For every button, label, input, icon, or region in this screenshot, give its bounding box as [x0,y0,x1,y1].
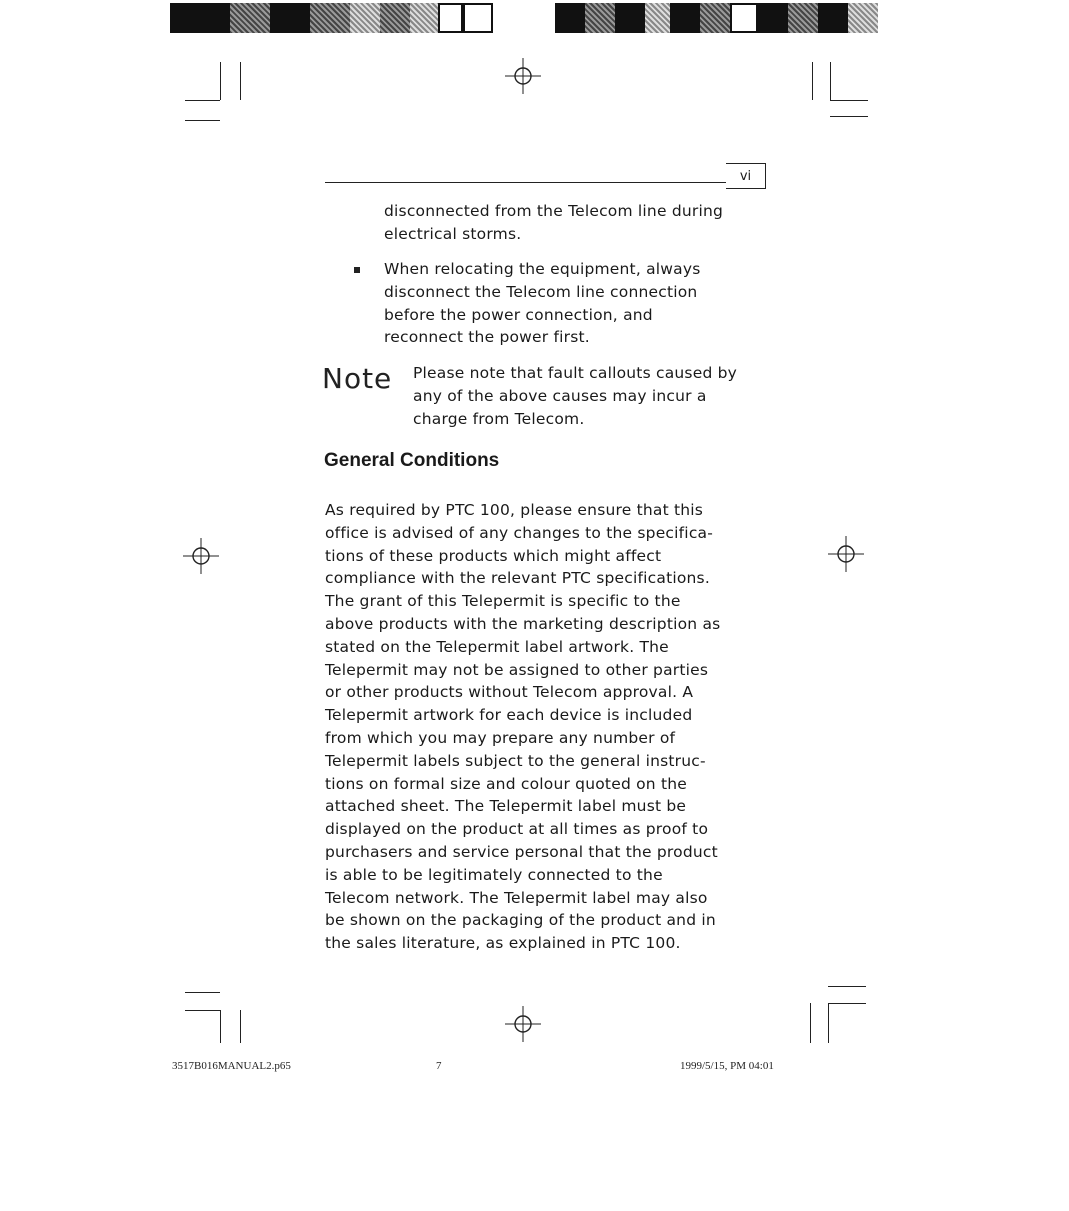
text-line: The grant of this Telepermit is specific to the [325,592,681,611]
footer-timestamp: 1999/5/15, PM 04:01 [680,1060,774,1072]
text-line: As required by PTC 100, please ensure that this [325,501,704,519]
text-line: is able to be legitimately connected to the [325,865,663,884]
text-line: any of the above causes may incur a [413,386,707,405]
footer-sheet-number: 7 [436,1060,442,1072]
text-line: from which you may prepare any number of [325,728,676,747]
text-line: attached sheet. The Telepermit label must be [325,797,687,816]
text-line: Telepermit labels subject to the general instruc- [325,751,706,770]
bullet-item [384,258,764,349]
text-line: stated on the Telepermit label artwork. The [325,637,669,656]
text-line: When relocating the equipment, always [384,260,701,278]
note-label: Note [322,362,393,395]
text-line: purchasers and service personal that the product [325,842,718,861]
text-line: reconnect the power first. [384,328,590,347]
note-text [413,362,773,430]
bullet-marker [354,267,360,273]
text-line: electrical storms. [384,224,522,243]
registration-crosshair-top [505,58,541,94]
section-heading: General Conditions [324,450,500,471]
page-number: vi [726,163,766,189]
text-line: office is advised of any changes to the specifica- [325,523,714,542]
general-conditions-paragraph [325,499,765,955]
registration-crosshair-left [183,538,219,574]
text-line: Telepermit artwork for each device is included [325,706,693,725]
text-line: disconnected from the Telecom line during [384,202,724,220]
registration-crosshair-right [828,536,864,572]
text-line: tions on formal size and colour quoted on the [325,774,687,793]
body-continuation [384,200,764,246]
registration-crosshair-bottom [505,1006,541,1042]
text-line: displayed on the product at all times as proof to [325,820,709,839]
header-rule [325,182,726,183]
text-line: the sales literature, as explained in PTC 100. [325,934,681,953]
text-line: Telecom network. The Telepermit label may also [325,888,708,907]
text-line: before the power connection, and [384,305,653,324]
footer-filename: 3517B016MANUAL2.p65 [172,1060,291,1072]
text-line: charge from Telecom. [413,409,585,428]
text-line: be shown on the packaging of the product and in [325,911,716,930]
text-line: Telepermit may not be assigned to other parties [325,660,709,679]
text-line: Please note that fault callouts caused by [413,364,738,382]
text-line: compliance with the relevant PTC specifications. [325,569,710,588]
text-line: tions of these products which might affect [325,546,662,565]
text-line: disconnect the Telecom line connection [384,282,698,301]
text-line: above products with the marketing description as [325,614,721,633]
text-line: or other products without Telecom approval. A [325,683,694,702]
